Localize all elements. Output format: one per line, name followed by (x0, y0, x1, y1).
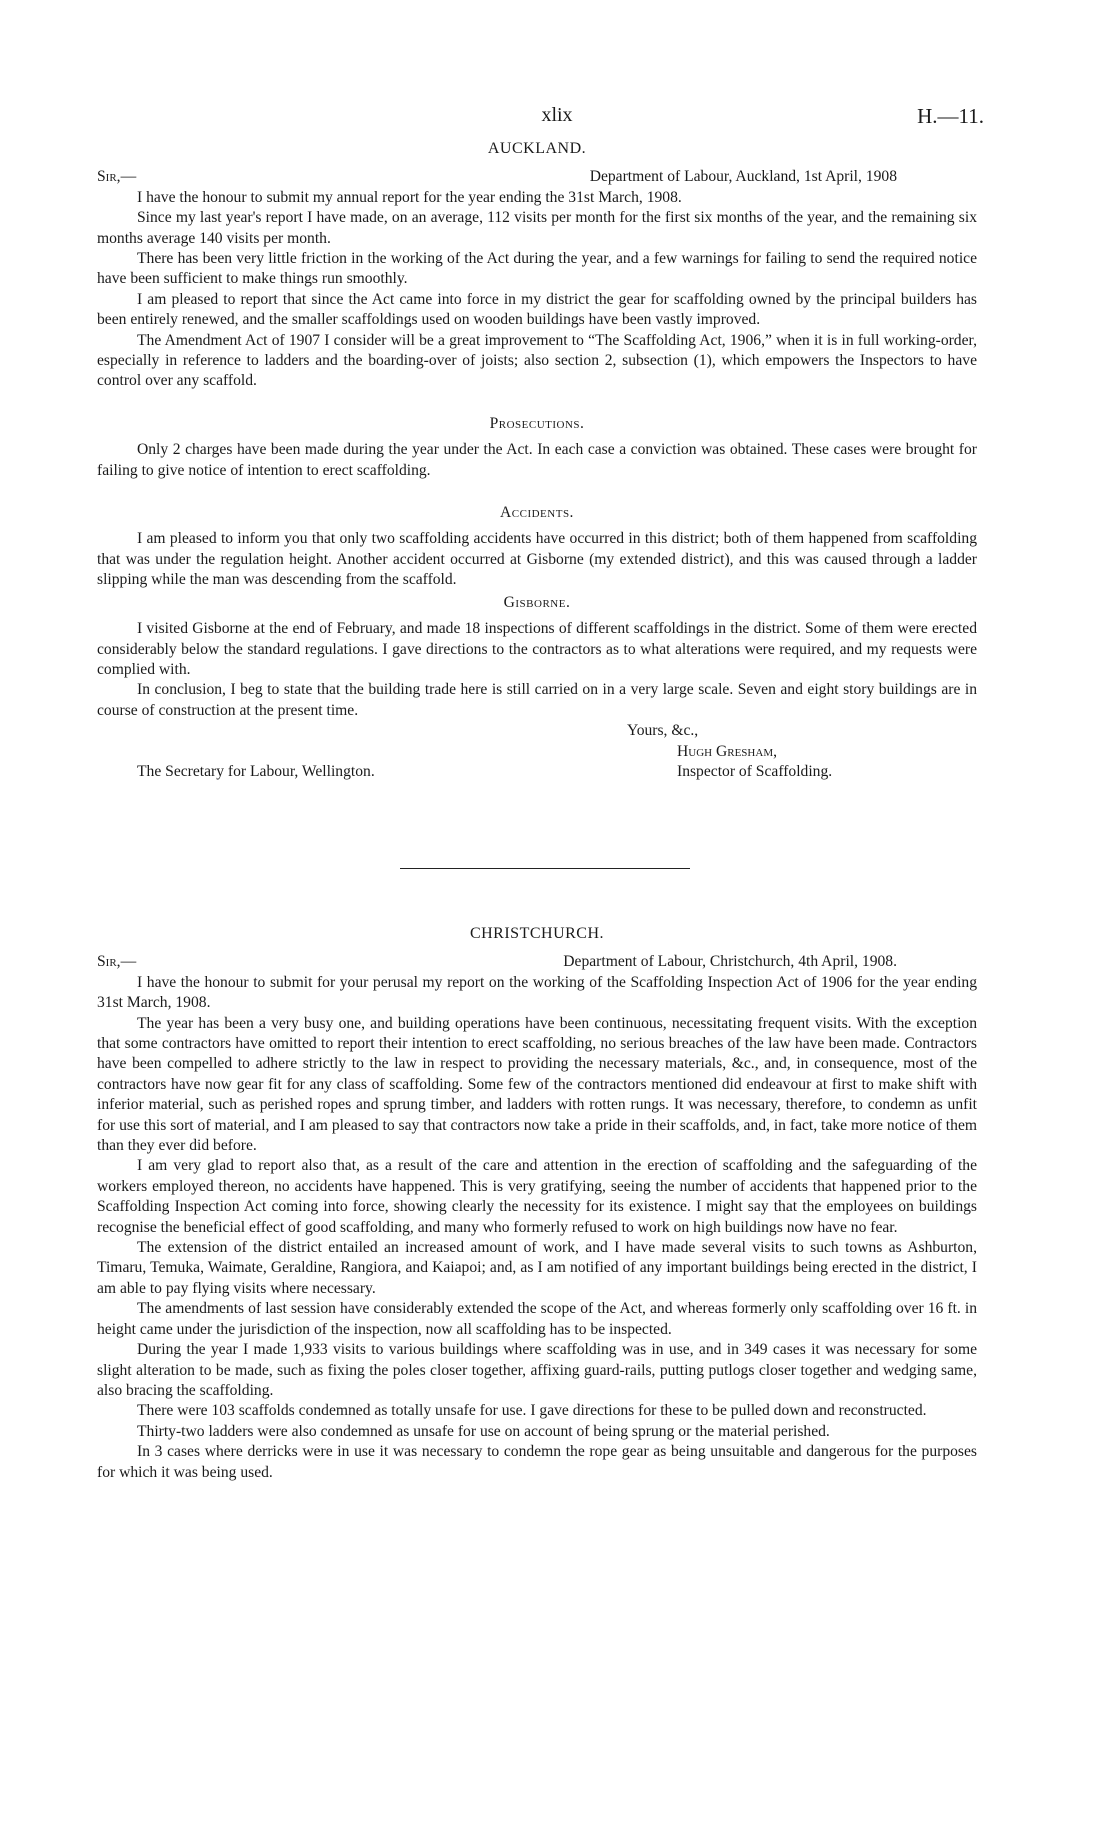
christchurch-paragraph: In 3 cases where derricks were in use it was necessary to condemn the rope gear as being unsuitable and dangerous for the purposes for which it was being used. (97, 1443, 977, 1481)
christchurch-paragraph: There were 103 scaffolds condemned as totally unsafe for use. I gave directions for these to be pulled down and reconstructed. (137, 1402, 927, 1420)
christchurch-report (97, 924, 977, 1483)
christchurch-paragraph: The amendments of last session have considerably extended the scope of the Act, and whereas formerly only scaffolding over 16 ft. in height came under the jurisdiction of the inspection, now all scaffolding has to be inspected. (97, 1300, 977, 1338)
auckland-report (97, 139, 977, 782)
christchurch-salutation: Sir,— (97, 953, 137, 971)
document-reference: H.—11. (917, 104, 984, 128)
christchurch-paragraph: I am very glad to report also that, as a result of the care and attention in the erection of scaffolding and the safeguarding of the workers employed thereon, no accidents have happened. This is very gratifying, seeing the number of accidents that happened prior to the Scaffolding Inspection Act coming into force, showing clearly the necessity for its existence. I might say that the employees on buildings recognise the beneficial effect of good scaffolding, and many who formerly refused to work on high buildings now have no fear. (97, 1157, 977, 1236)
accidents-text: I am pleased to inform you that only two scaffolding accidents have occurred in this district; both of them happened from scaffolding that was under the regulation height. Another accident occurred at Gisborne (my extended district), and this was caused through a ladder slipping while the man was descending from the scaffold. (97, 530, 977, 589)
signatory-name: Hugh Gresham, (677, 742, 777, 760)
page-number: xlix (541, 104, 573, 126)
gisborne-paragraph: I visited Gisborne at the end of February, and made 18 inspections of different scaffoldings in the district. Some of them were erected considerably below the standard regulations. I gave directions to the contractors as to what alterations were required, and my requests were complied with. (97, 620, 977, 678)
christchurch-paragraph: The year has been a very busy one, and building operations have been continuous, necessitating frequent visits. With the exception that some contractors have omitted to report their intention to erect scaffolding, no serious breaches of the law have been made. Contractors have been compelled to adhere strictly to the law in respect to providing the necessary materials, &c., and, in consequence, most of the contractors have now gear fit for any class of scaffolding. Some few of the contractors mentioned did endeavour at first to make shift with inferior material, such as perished ropes and sprung timber, and ladders with rotten rungs. It was necessary, therefore, to condemn as unfit for use this sort of material, and I am pleased to say that contractors now take a pride in their scaffolds, and, in fact, take more notice of them than they ever did before. (97, 1014, 977, 1155)
auckland-paragraph: Since my last year's report I have made, on an average, 112 visits per month for the first six months of the year, and the remaining six months average 140 visits per month. (97, 209, 977, 247)
signatory-title: Inspector of Scaffolding. (677, 762, 833, 780)
christchurch-paragraph: Thirty-two ladders were also condemned as unsafe for use on account of being sprung or the material perished. (137, 1422, 830, 1440)
auckland-paragraph: I have the honour to submit my annual report for the year ending the 31st March, 1908. (137, 188, 682, 206)
addressee: The Secretary for Labour, Wellington. (137, 762, 375, 780)
christchurch-dateline: Department of Labour, Christchurch, 4th April, 1908. (563, 953, 897, 971)
auckland-paragraph: The Amendment Act of 1907 I consider will be a great improvement to “The Scaffolding Act, 1906,” when it is in full working-order, especially in reference to ladders and the boarding-over of joists; also section 2, subsection (1), which empowers the Inspectors to have control over any scaffold. (97, 331, 977, 390)
section-divider (400, 868, 690, 869)
auckland-paragraph: There has been very little friction in the working of the Act during the year, and a few warnings for failing to send the required notice have been sufficient to make things run smoothly. (97, 250, 977, 288)
christchurch-title: CHRISTCHURCH. (469, 925, 605, 942)
prosecutions-heading: Prosecutions. (489, 414, 585, 432)
auckland-dateline: Department of Labour, Auckland, 1st April, 1908 (589, 168, 897, 186)
auckland-title: AUCKLAND. (487, 140, 587, 157)
prosecutions-text: Only 2 charges have been made during the year under the Act. In each case a conviction was obtained. These cases were brought for failing to give notice of intention to erect scaffolding. (97, 441, 977, 479)
auckland-salutation: Sir,— (97, 168, 137, 186)
christchurch-paragraph: During the year I made 1,933 visits to various buildings where scaffolding was in use, and in 349 cases it was necessary for some slight alteration to be made, such as fixing the poles closer together, affixing guard-rails, putting putlogs closer together and wedging same, also bracing the scaffolding. (97, 1341, 977, 1399)
gisborne-heading: Gisborne. (503, 593, 571, 611)
closing: Yours, &c., (627, 722, 699, 740)
gisborne-paragraph: In conclusion, I beg to state that the building trade here is still carried on in a very large scale. Seven and eight story buildings are in course of construction at the present time. (97, 681, 977, 719)
accidents-heading: Accidents. (500, 504, 574, 522)
auckland-paragraph: I am pleased to report that since the Act came into force in my district the gear for scaffolding owned by the principal builders has been entirely renewed, and the smaller scaffoldings used on wooden buildings have been vastly improved. (97, 290, 977, 329)
christchurch-paragraph: I have the honour to submit for your perusal my report on the working of the Scaffolding Inspection Act of 1906 for the year ending 31st March, 1908. (97, 973, 977, 1012)
christchurch-paragraph: The extension of the district entailed an increased amount of work, and I have made several visits to such towns as Ashburton, Timaru, Temuka, Waimate, Geraldine, Rangiora, and Kaiapoi; and, as I am notified of any important buildings being erected in the district, I am able to pay flying visits where necessary. (97, 1239, 977, 1297)
